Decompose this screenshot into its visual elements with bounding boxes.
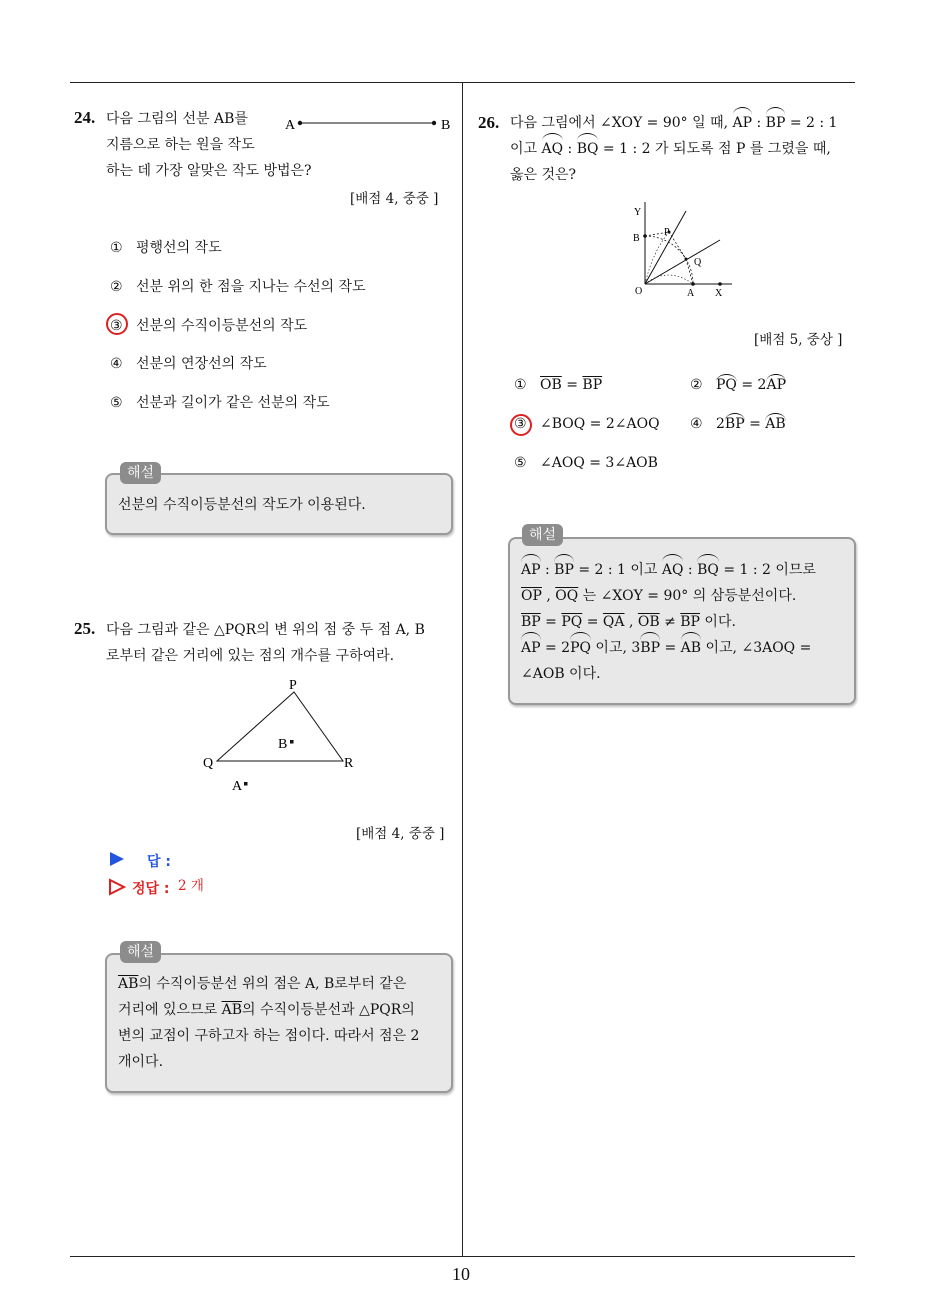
q24-option-2[interactable] [110, 276, 366, 296]
q25-number: 25. [74, 619, 96, 638]
column-divider [462, 82, 463, 1256]
option-text: 평행선의 작도 [136, 240, 222, 256]
q25-explanation-line3: 변의 교점이 구하고자 하는 점이다. 따라서 점은 2 [118, 1028, 420, 1044]
q25-score: [배점 4, 중중 ] [356, 826, 445, 842]
q25-triangle-figure [195, 672, 370, 802]
q25-line1: 다음 그림과 같은 △PQR의 변 위의 점 중 두 점 A, B [106, 622, 425, 638]
correct-play-icon [108, 878, 126, 896]
option-number: ① [110, 240, 123, 256]
q26-explanation-tag: 해설 [522, 524, 563, 546]
q26-line2: 이고 AQ : BQ = 1 : 2 가 되도록 점 P 를 그렸을 때, [510, 136, 831, 162]
q24-label-a: A [285, 118, 296, 133]
q25-label-a: A [232, 779, 243, 794]
q26-label-q: Q [694, 257, 702, 268]
q24-option-3[interactable] [110, 315, 307, 335]
q24-selected-mark [106, 313, 128, 335]
q26-option-3[interactable]: ③ ∠BOQ = 2∠AOQ [514, 416, 660, 432]
q26-explanation-line1: AP : BP = 2 : 1 이고 AQ : BQ = 1 : 2 이므로 [521, 557, 816, 583]
q25-explanation-tag: 해설 [120, 941, 161, 963]
q26-label-a: A [687, 288, 695, 299]
q26-selected-mark [510, 414, 532, 436]
q26-explanation-line3: $\overline{BP} = \overline{PQ} = \overline{QA}$ , $\overline{OB} \ne \overline{BP}$ 이다. [521, 614, 736, 630]
q25-explanation-line2: 거리에 있으므로 $\overline{AB}$의 수직이등분선과 △PQR의 [118, 1002, 415, 1018]
q24-line1: 다음 그림의 선분 AB를 [106, 111, 248, 127]
q26-label-p: P [664, 227, 670, 238]
q26-line1: 다음 그림에서 ∠XOY = 90° 일 때, AP : BP = 2 : 1 [510, 110, 837, 136]
q26-angle-figure [628, 196, 738, 300]
option-text: 선분 위의 한 점을 지나는 수선의 작도 [136, 279, 366, 295]
q25-explanation-line1: $\overline{AB}$의 수직이등분선 위의 점은 A, B로부터 같은 [118, 976, 407, 992]
option-number: ④ [110, 356, 123, 372]
q25-label-p: P [289, 678, 297, 693]
answer-play-icon [109, 851, 125, 867]
bottom-rule [70, 1256, 855, 1257]
q26-option-4[interactable]: ④ 2BP = AB [690, 416, 786, 432]
q26-option-5[interactable]: ⑤ ∠AOQ = 3∠AOB [514, 455, 658, 471]
q26-label-x: X [715, 288, 723, 299]
q24-explanation-text: 선분의 수직이등분선의 작도가 이용된다. [118, 497, 366, 513]
q26-explanation-line4: AP = 2PQ 이고, 3BP = AB 이고, ∠3AOQ = [521, 635, 811, 661]
option-text: 선분의 연장선의 작도 [136, 356, 267, 372]
q26-label-o: O [635, 286, 643, 297]
q24-option-5[interactable] [110, 392, 330, 412]
q25-label-b: B [278, 737, 288, 752]
page-number: 10 [452, 1264, 470, 1284]
q25-answer-label: 답 : [147, 854, 171, 870]
option-number: ③ [110, 318, 123, 334]
q25-explanation-line4: 개이다. [118, 1054, 164, 1070]
q25-correct-value: 2 개 [178, 878, 204, 894]
q25-line2: 로부터 같은 거리에 있는 점의 개수를 구하여라. [106, 648, 395, 664]
option-number: ② [110, 279, 123, 295]
q25-label-r: R [344, 756, 354, 771]
q26-number: 26. [478, 113, 500, 132]
q26-label-y: Y [634, 207, 642, 218]
q24-label-b: B [441, 118, 451, 133]
q24-line2: 지름으로 하는 원을 작도 [106, 137, 255, 153]
q24-segment-figure [282, 110, 457, 136]
q26-label-b: B [633, 233, 640, 244]
q26-explanation-line5: ∠AOB 이다. [521, 666, 601, 682]
q26-option-1[interactable]: ① $\overline{OB} = \overline{BP}$ [514, 377, 603, 393]
q25-correct-label: 정답 : [132, 881, 170, 897]
q24-score: [배점 4, 중중 ] [350, 191, 439, 207]
option-text: 선분의 수직이등분선의 작도 [136, 318, 308, 334]
q26-option-2[interactable]: ② PQ = 2AP [690, 377, 786, 393]
q24-line3: 하는 데 가장 알맞은 작도 방법은? [106, 163, 312, 179]
q24-number: 24. [74, 108, 96, 127]
q24-option-4[interactable] [110, 353, 267, 373]
q26-explanation-line2: $\overline{OP}$ , $\overline{OQ}$ 는 ∠XOY = 90° 의 삼등분선이다. [521, 588, 797, 604]
q26-score: [배점 5, 중상 ] [754, 332, 843, 348]
q24-option-1[interactable] [110, 237, 222, 257]
q25-label-q: Q [203, 756, 214, 771]
q26-line3: 옳은 것은? [510, 167, 577, 183]
option-number: ⑤ [110, 395, 123, 411]
option-text: 선분과 길이가 같은 선분의 작도 [136, 395, 330, 411]
q24-explanation-tag: 해설 [120, 462, 161, 484]
